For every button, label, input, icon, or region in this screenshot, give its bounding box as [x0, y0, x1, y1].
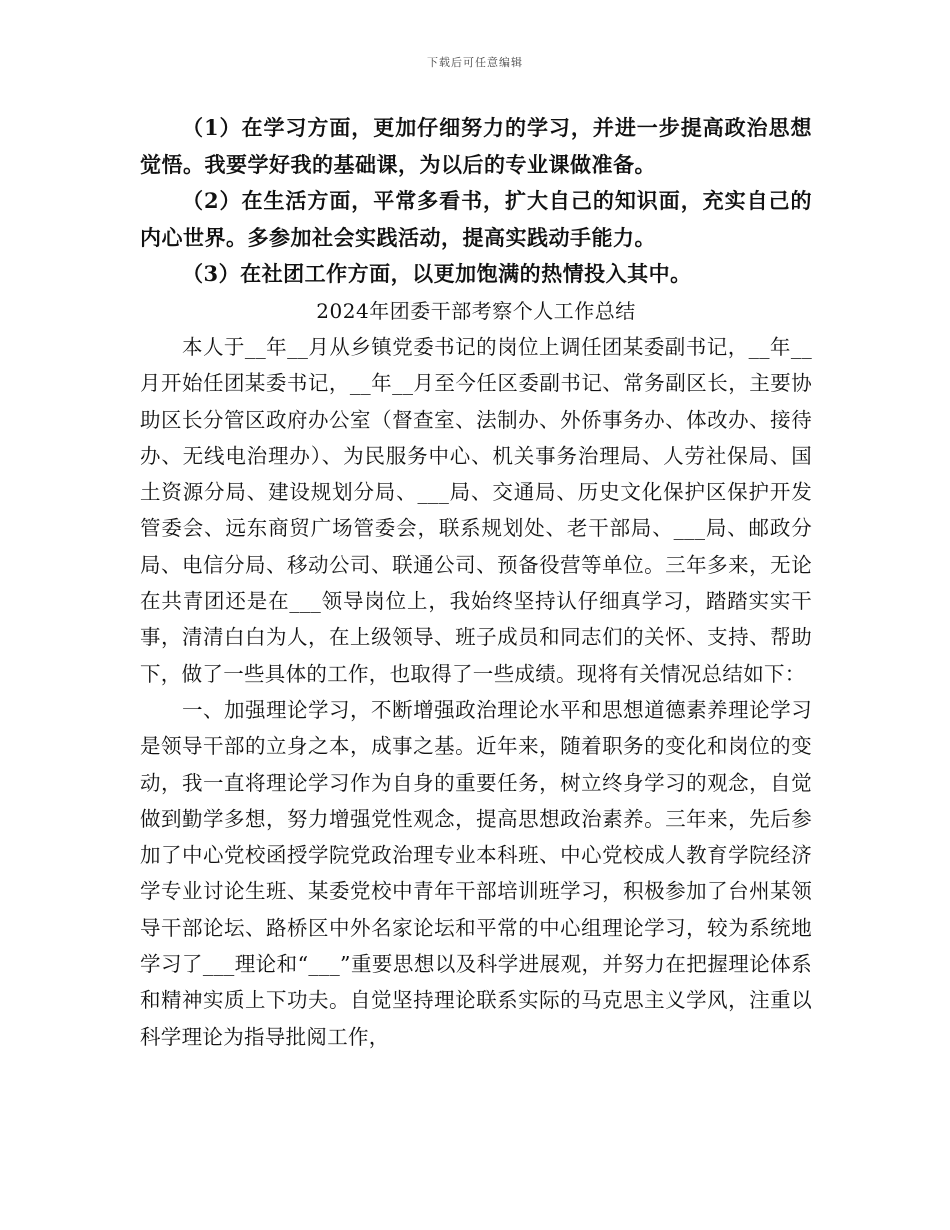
document-body	[140, 110, 812, 1055]
intro-item-2: （2）在生活方面，平常多看书，扩大自己的知识面，充实自己的内心世界。多参加社会实践活动，提高实践动手能力。	[140, 188, 812, 250]
intro-item-1: （1）在学习方面，更加仔细努力的学习，并进一步提高政治思想觉悟。我要学好我的基础课，为以后的专业课做准备。	[140, 115, 812, 177]
paragraph-2: 一、加强理论学习，不断增强政治理论水平和思想道德素养理论学习是领导干部的立身之本，成事之基。近年来，随着职务的变化和岗位的变动，我一直将理论学习作为自身的重要任务，树立终身学习的观念，自觉做到勤学多想，努力增强党性观念，提高思想政治素养。三年来，先后参加了中心党校函授学院党政治理专业本科班、中心党校成人教育学院经济学专业讨论生班、某委党校中青年干部培训班学习，积极参加了台州某领导干部论坛、路桥区中外名家论坛和平常的中心组理论学习，较为系统地学习了___理论和“___”重要思想以及科学进展观，并努力在把握理论体系和精神实质上下功夫。自觉坚持理论联系实际的马克思主义学风，注重以科学理论为指导批阅工作，	[140, 697, 812, 1049]
intro-item-3: （3）在社团工作方面，以更加饱满的热情投入其中。	[182, 261, 692, 286]
document-title: 2024年团委干部考察个人工作总结	[316, 298, 636, 323]
page-header-note: 下载后可任意编辑	[427, 56, 523, 69]
paragraph-1: 本人于__年__月从乡镇党委书记的岗位上调任团某委副书记，__年__月开始任团某委书记，__年__月至今任区委副书记、常务副区长，主要协助区长分管区政府办公室（督查室、法制办、外侨事务办、体改办、接待办、无线电治理办）、为民服务中心、机关事务治理局、人劳社保局、国土资源分局、建设规划分局、___局、交通局、历史文化保护区保护开发管委会、远东商贸广场管委会，联系规划处、老干部局、___局、邮政分局、电信分局、移动公司、联通公司、预备役营等单位。三年多来，无论在共青团还是在___领导岗位上，我始终坚持认仔细真学习，踏踏实实干事，清清白白为人，在上级领导、班子成员和同志们的关怀、支持、帮助下，做了一些具体的工作，也取得了一些成绩。现将有关情况总结如下：	[140, 335, 812, 686]
